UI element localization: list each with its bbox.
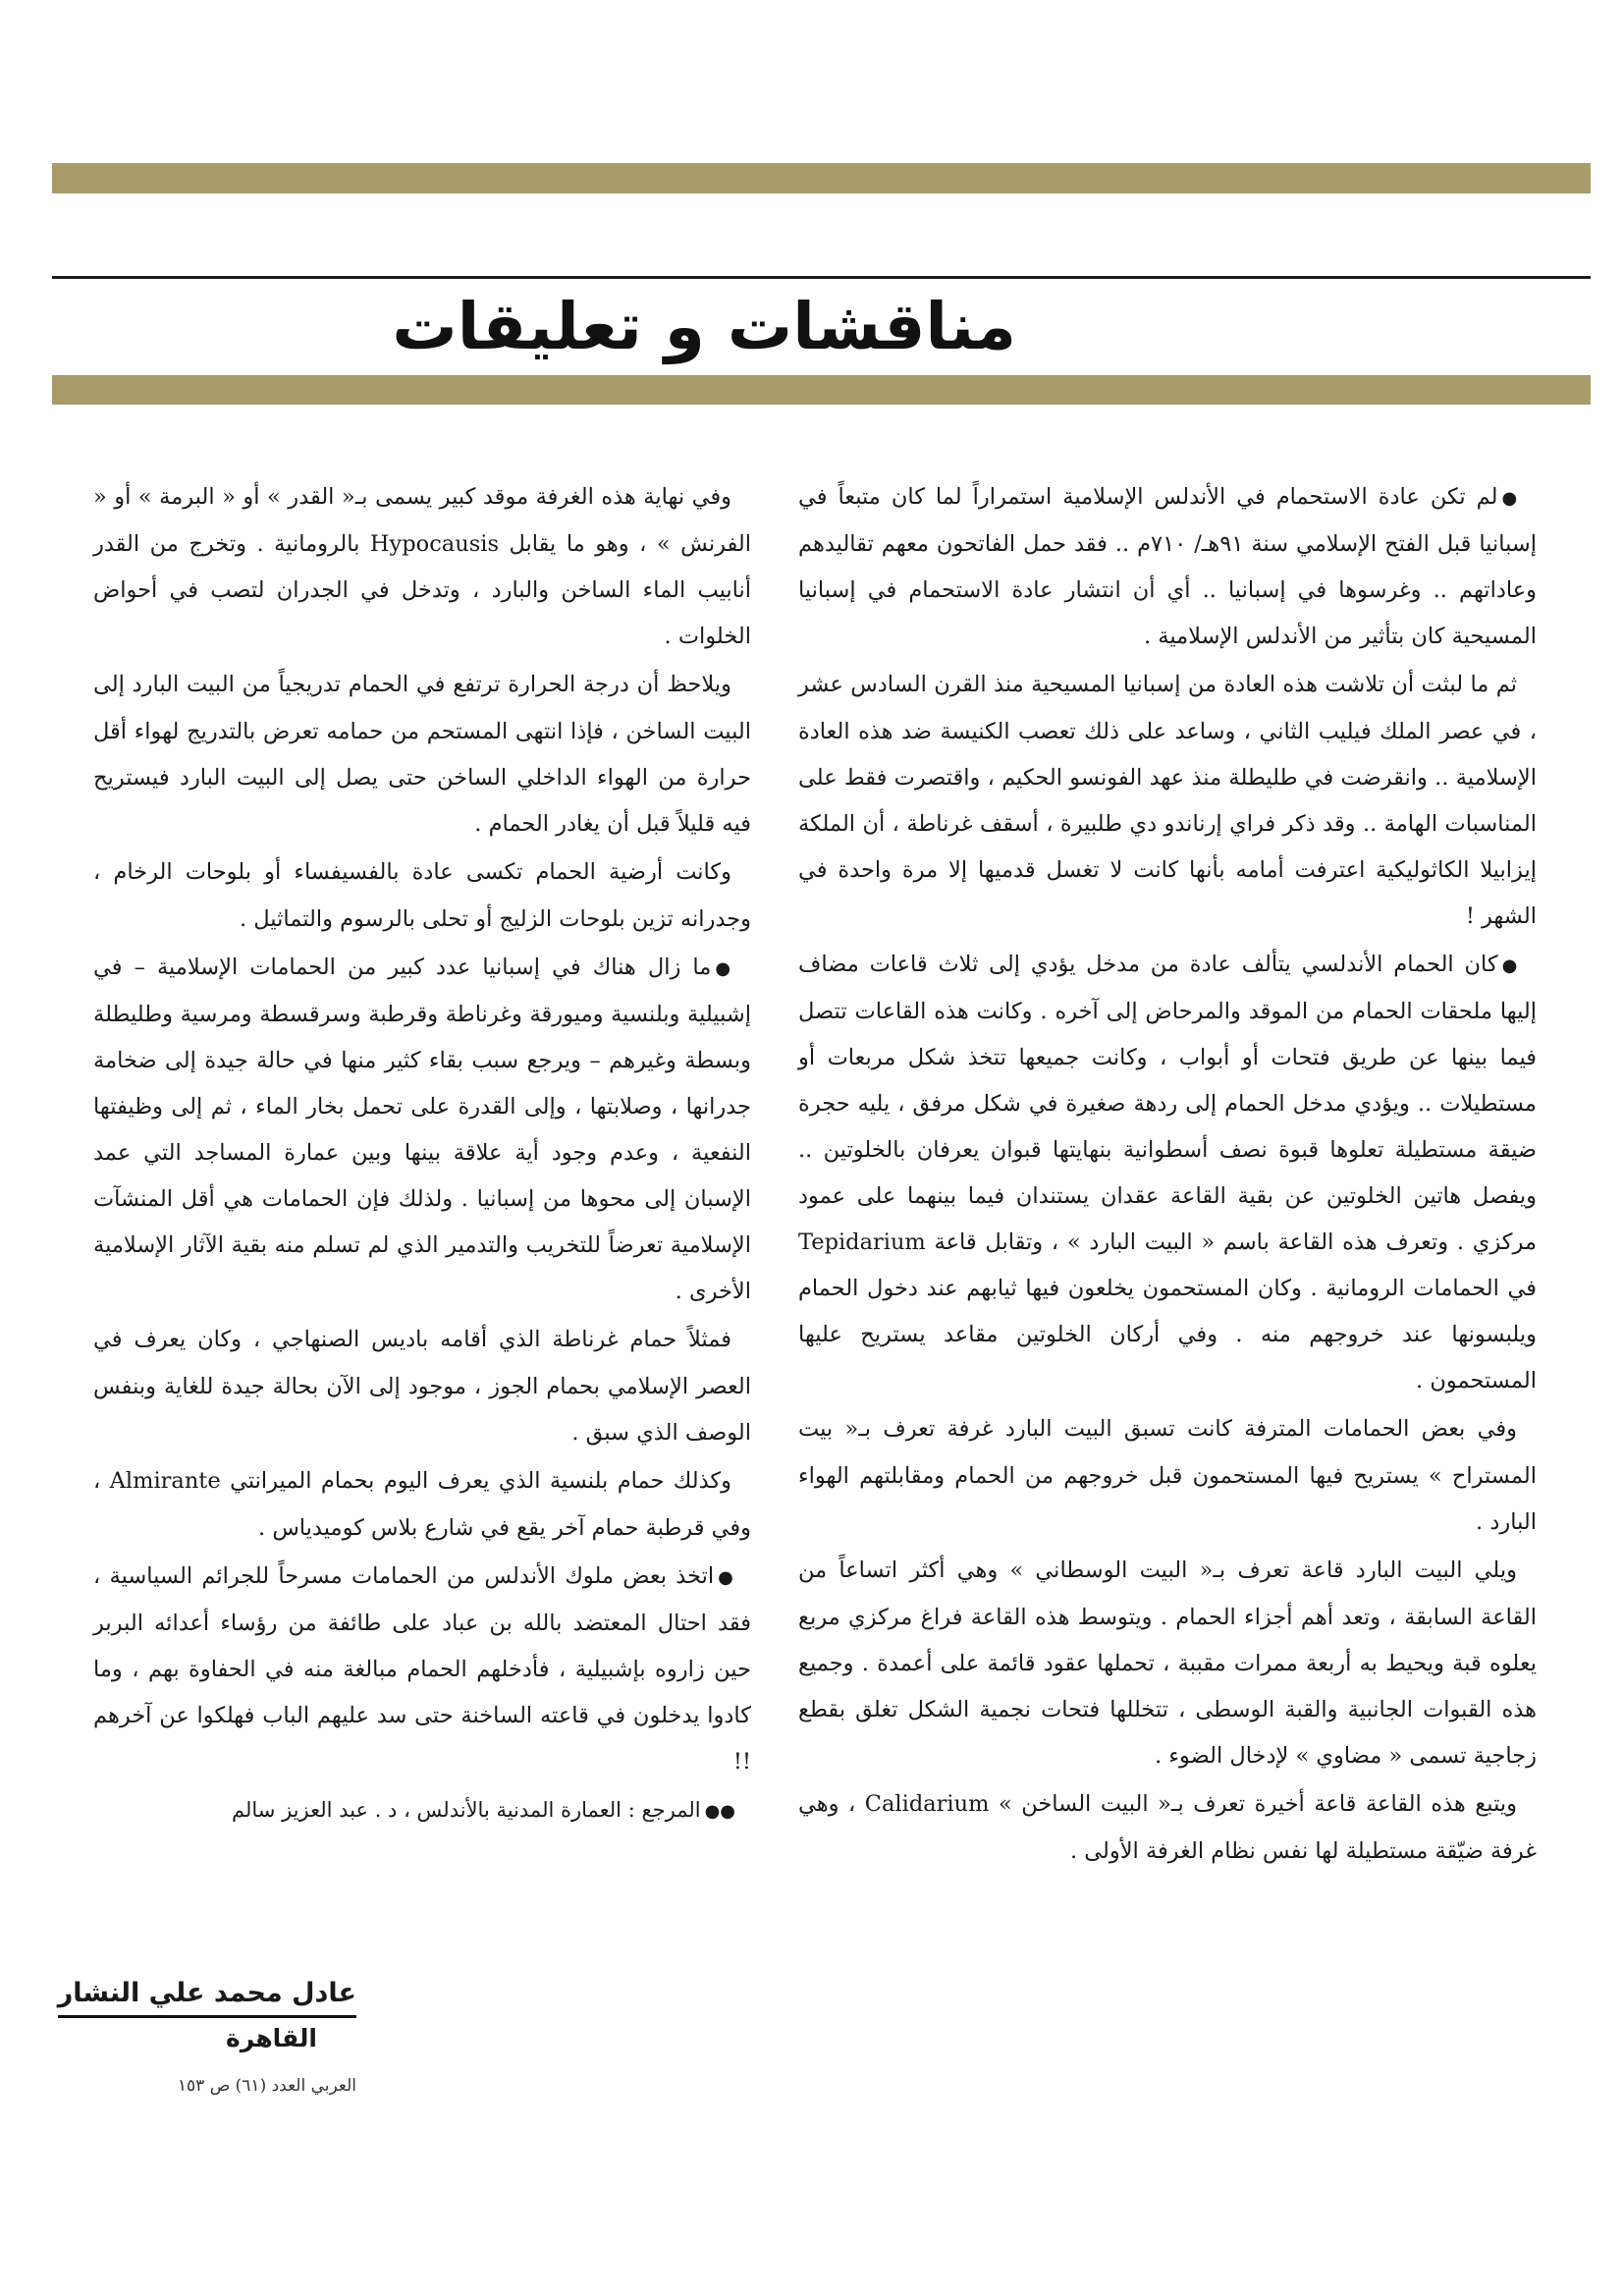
author-name: عادل محمد علي النشار xyxy=(58,1974,356,2018)
paragraph: ●اتخذ بعض ملوك الأندلس من الحمامات مسرحاً للجرائم السياسية ، فقد احتال المعتضد بالله بن عباد على طائفة من رؤساء أعدائه البربر حين زاروه بإشبيلية ، فأدخلهم الحمام مبالغة منه في الحفاوة بهم ، وما كادوا يدخلون في قاعته الساخنة حتى سد عليهم الباب فهلكوا عن آخرهم !! xyxy=(93,1563,751,1775)
paragraph: ●كان الحمام الأندلسي يتألف عادة من مدخل يؤدي إلى ثلاث قاعات مضاف إليها ملحقات الحمام من الموقد والمرحاض إلى آخره . وكانت هذه القاعات تتصل فيما بينها عن طريق فتحات أو أبواب ، وكانت جميعها تتخذ شكل مربعات أو مستطيلات .. ويؤدي مدخل الحمام إلى ردهة صغيرة في شكل مرفق ، يليه حجرة ضيقة مستطيلة تعلوها قبوة نصف أسطوانية بنهايتها قبوان يعرفان بالخلوتين .. ويفصل هاتين الخلوتين عن بقية القاعة عقدان يستندان فيما بينهما على عمود مركزي . وتعرف هذه القاعة باسم « البيت البارد » ، وتقابل قاعة Tepidarium في الحمامات الرومانية . وكان المستحمون يخلعون فيها ثيابهم عند دخول الحمام ويلبسونها عند خروجهم منه . وفي أركان الخلوتين مقاعد يستريح عليها المستحمون . xyxy=(798,952,1537,1394)
paragraph: ويتبع هذه القاعة قاعة أخيرة تعرف بـ« البيت الساخن » Calidarium ، وهي غرفة ضيّقة مستطيلة لها نفس نظام الغرفة الأولى . xyxy=(798,1791,1537,1864)
paragraph: ●ما زال هناك في إسبانيا عدد كبير من الحمامات الإسلامية – في إشبيلية وبلنسية وميورقة وغرناطة وقرطبة وسرقسطة ومرسية وطليطلة وبسطة وغيرهم – ويرجع سبب بقاء كثير منها في حالة جيدة إلى ضخامة جدرانها ، وصلابتها ، وإلى القدرة على تحمل بخار الماء ، ثم إلى وظيفتها النفعية ، وعدم وجود أية علاقة بينها وبين عمارة المساجد التي عمد الإسبان إلى محوها من إسبانيا . ولذلك فإن الحمامات هي أقل المنشآت الإسلامية تعرضاً للتخريب والتدمير الذي لم تسلم منه بقية الآثار الإسلامية الأخرى . xyxy=(93,955,751,1304)
author-signature xyxy=(58,1974,356,2059)
left-column xyxy=(93,474,751,1836)
paragraph: وكذلك حمام بلنسية الذي يعرف اليوم بحمام الميرانتي Almirante ، وفي قرطبة حمام آخر يقع في شارع بلاس كوميدياس . xyxy=(93,1468,751,1541)
paragraph: وفي بعض الحمامات المترفة كانت تسبق البيت البارد غرفة تعرف بـ« بيت المستراح » يستريح فيها المستحمون قبل خروجهم من الحمام ومقابلتهم الهواء البارد . xyxy=(798,1416,1537,1535)
paragraph: ثم ما لبثت أن تلاشت هذه العادة من إسبانيا المسيحية منذ القرن السادس عشر ، في عصر الملك فيليب الثاني ، وساعد على ذلك تعصب الكنيسة ضد هذه العادة الإسلامية .. وانقرضت في طليطلة منذ عهد الفونسو الحكيم ، واقتصرت فقط على المناسبات الهامة .. وقد ذكر فراي إرناندو دي طلبيرة ، أسقف غرناطة ، أن الملكة إيزابيلا الكاثوليكية اعترفت أمامه بأنها كانت لا تغسل قدميها إلا مرة واحدة في الشهر ! xyxy=(798,672,1537,929)
right-column xyxy=(798,474,1537,1877)
paragraph: فمثلاً حمام غرناطة الذي أقامه باديس الصنهاجي ، وكان يعرف في العصر الإسلامي بحمام الجوز ، موجود إلى الآن بحالة جيدة للغاية وبنفس الوصف الذي سبق . xyxy=(93,1327,751,1446)
section-title: مناقشات و تعليقات xyxy=(392,289,1016,364)
author-city: القاهرة xyxy=(226,2024,317,2052)
page-folio: العربي العدد (٦١) ص ١٥٣ xyxy=(177,2076,356,2096)
bottom-decorative-band xyxy=(52,375,1591,405)
section-header xyxy=(52,279,1591,375)
paragraph: ●لم تكن عادة الاستحمام في الأندلس الإسلامية استمراراً لما كان متبعاً في إسبانيا قبل الفتح الإسلامي سنة ٩١هـ/ ٧١٠م .. فقد حمل الفاتحون معهم تقاليدهم وعاداتهم .. وغرسوها في إسبانيا .. أي أن انتشار عادة الاستحمام في إسبانيا المسيحية كان بتأثير من الأندلس الإسلامية . xyxy=(798,484,1537,649)
reference-note: ●●المرجع : العمارة المدنية بالأندلس ، د . عبد العزيز سالم xyxy=(232,1798,735,1822)
paragraph: ويلاحظ أن درجة الحرارة ترتفع في الحمام تدريجياً من البيت البارد إلى البيت الساخن ، فإذا انتهى المستحم من حمامه تعرض بالتدريج لهواء أقل حرارة من الهواء الداخلي الساخن حتى يصل إلى البيت البارد فيستريح فيه قليلاً قبل أن يغادر الحمام . xyxy=(93,672,751,837)
paragraph: ويلي البيت البارد قاعة تعرف بـ« البيت الوسطاني » وهي أكثر اتساعاً من القاعة السابقة ، وتعد أهم أجزاء الحمام . ويتوسط هذه القاعة فراغ مركزي مربع يعلوه قبة ويحيط به أربعة ممرات مقببة ، تحملها عقود قائمة على أعمدة . وجميع هذه القبوات الجانبية والقبة الوسطى ، تتخللها فتحات نجمية الشكل تغلق بقطع زجاجية تسمى « مضاوي » لإدخال الضوء . xyxy=(798,1558,1537,1769)
paragraph: وفي نهاية هذه الغرفة موقد كبير يسمى بـ« القدر » أو « البرمة » أو « الفرنش » ، وهو ما يقابل Hypocausis بالرومانية . وتخرج من القدر أنابيب الماء الساخن والبارد ، وتدخل في الجدران لتصب في أحواض الخلوات . xyxy=(93,484,752,649)
top-decorative-band xyxy=(52,163,1591,193)
paragraph: وكانت أرضية الحمام تكسى عادة بالفسيفساء أو بلوحات الرخام ، وجدرانه تزين بلوحات الزليج أو تحلى بالرسوم والتماثيل . xyxy=(93,859,751,932)
